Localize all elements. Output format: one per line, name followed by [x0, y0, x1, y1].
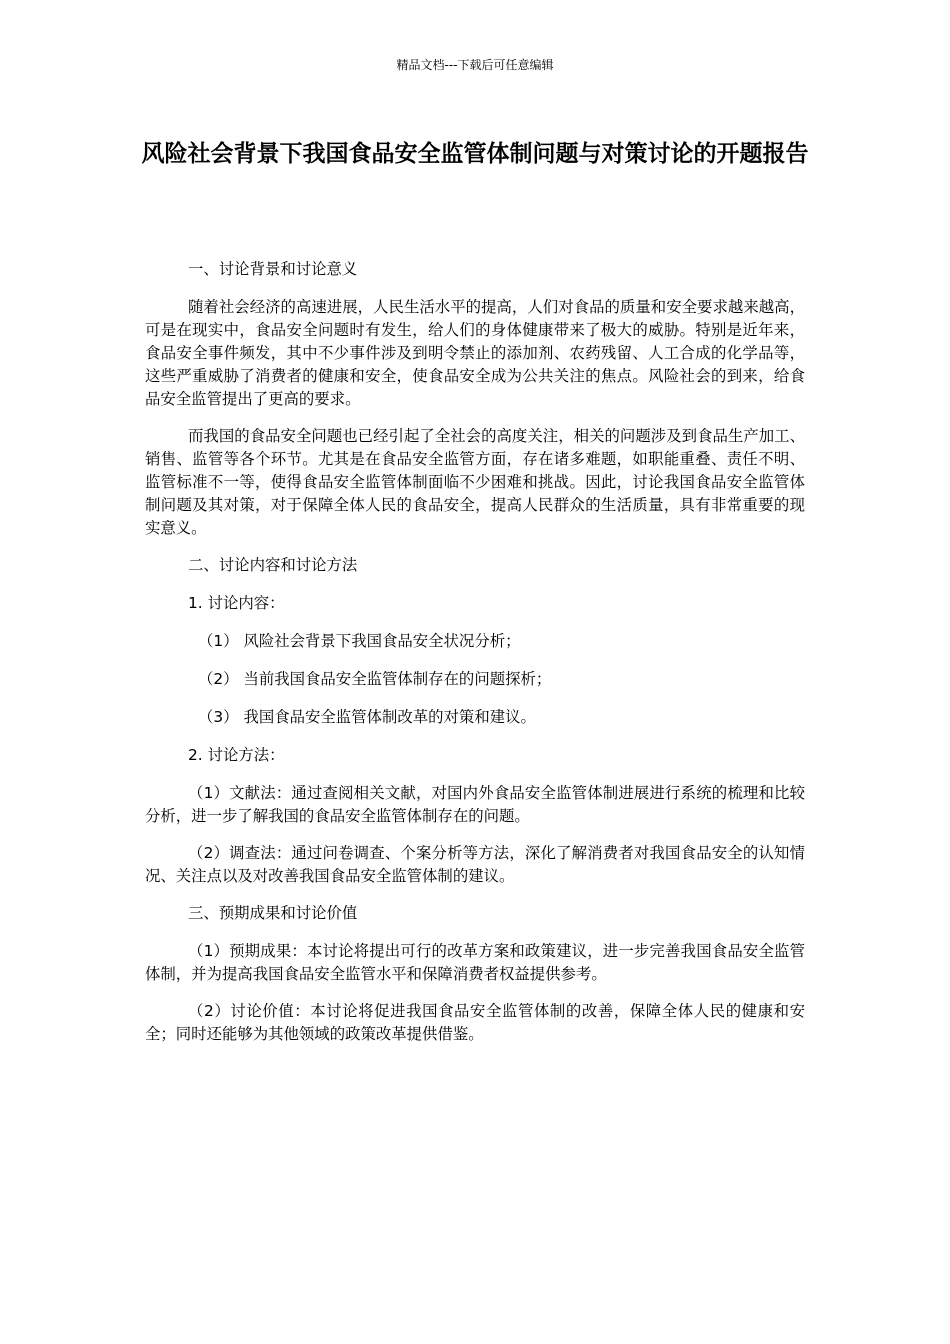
- section-heading-results-value: 三、预期成果和讨论价值: [188, 904, 358, 922]
- method-label: 2. 讨论方法：: [188, 746, 285, 764]
- header-note: 精品文档---下载后可任意编辑: [396, 58, 554, 72]
- section-heading-content-method: 二、讨论内容和讨论方法: [188, 556, 358, 574]
- paragraph-research-value: （2）讨论价值：本讨论将促进我国食品安全监管体制的改善，保障全体人民的健康和安全；同时还能够为其他领域的政策改革提供借鉴。: [145, 1002, 805, 1043]
- method-literature: （1）文献法：通过查阅相关文献，对国内外食品安全监管体制进展进行系统的梳理和比较分析，进一步了解我国的食品安全监管体制存在的问题。: [145, 784, 805, 825]
- content-item-3: （3） 我国食品安全监管体制改革的对策和建议。: [198, 708, 536, 726]
- paragraph-background-2: 而我国的食品安全问题也已经引起了全社会的高度关注，相关的问题涉及到食品生产加工、销售、监管等各个环节。尤其是在食品安全监管方面，存在诸多难题，如职能重叠、责任不明、监管标准不一等，使得食品安全监管体制面临不少困难和挑战。因此，讨论我国食品安全监管体制问题及其对策，对于保障全体人民的食品安全，提高人民群众的生活质量，具有非常重要的现实意义。: [145, 427, 805, 537]
- method-survey: （2）调查法：通过问卷调查、个案分析等方法，深化了解消费者对我国食品安全的认知情况、关注点以及对改善我国食品安全监管体制的建议。: [145, 844, 805, 885]
- content-item-2: （2） 当前我国食品安全监管体制存在的问题探析；: [198, 670, 552, 688]
- document-title: 风险社会背景下我国食品安全监管体制问题与对策讨论的开题报告: [141, 141, 809, 167]
- paragraph-background-1: 随着社会经济的高速进展，人民生活水平的提高，人们对食品的质量和安全要求越来越高，可是在现实中，食品安全问题时有发生，给人们的身体健康带来了极大的威胁。特别是近年来，食品安全事件频发，其中不少事件涉及到明令禁止的添加剂、农药残留、人工合成的化学品等，这些严重威胁了消费者的健康和安全，使食品安全成为公共关注的焦点。风险社会的到来，给食品安全监管提出了更高的要求。: [145, 298, 805, 408]
- content-item-1: （1） 风险社会背景下我国食品安全状况分析；: [198, 632, 521, 650]
- paragraph-expected-results: （1）预期成果：本讨论将提出可行的改革方案和政策建议，进一步完善我国食品安全监管体制，并为提高我国食品安全监管水平和保障消费者权益提供参考。: [145, 942, 805, 983]
- section-heading-background: 一、讨论背景和讨论意义: [188, 260, 358, 278]
- content-label: 1. 讨论内容：: [188, 594, 285, 612]
- document-body: [145, 258, 805, 1060]
